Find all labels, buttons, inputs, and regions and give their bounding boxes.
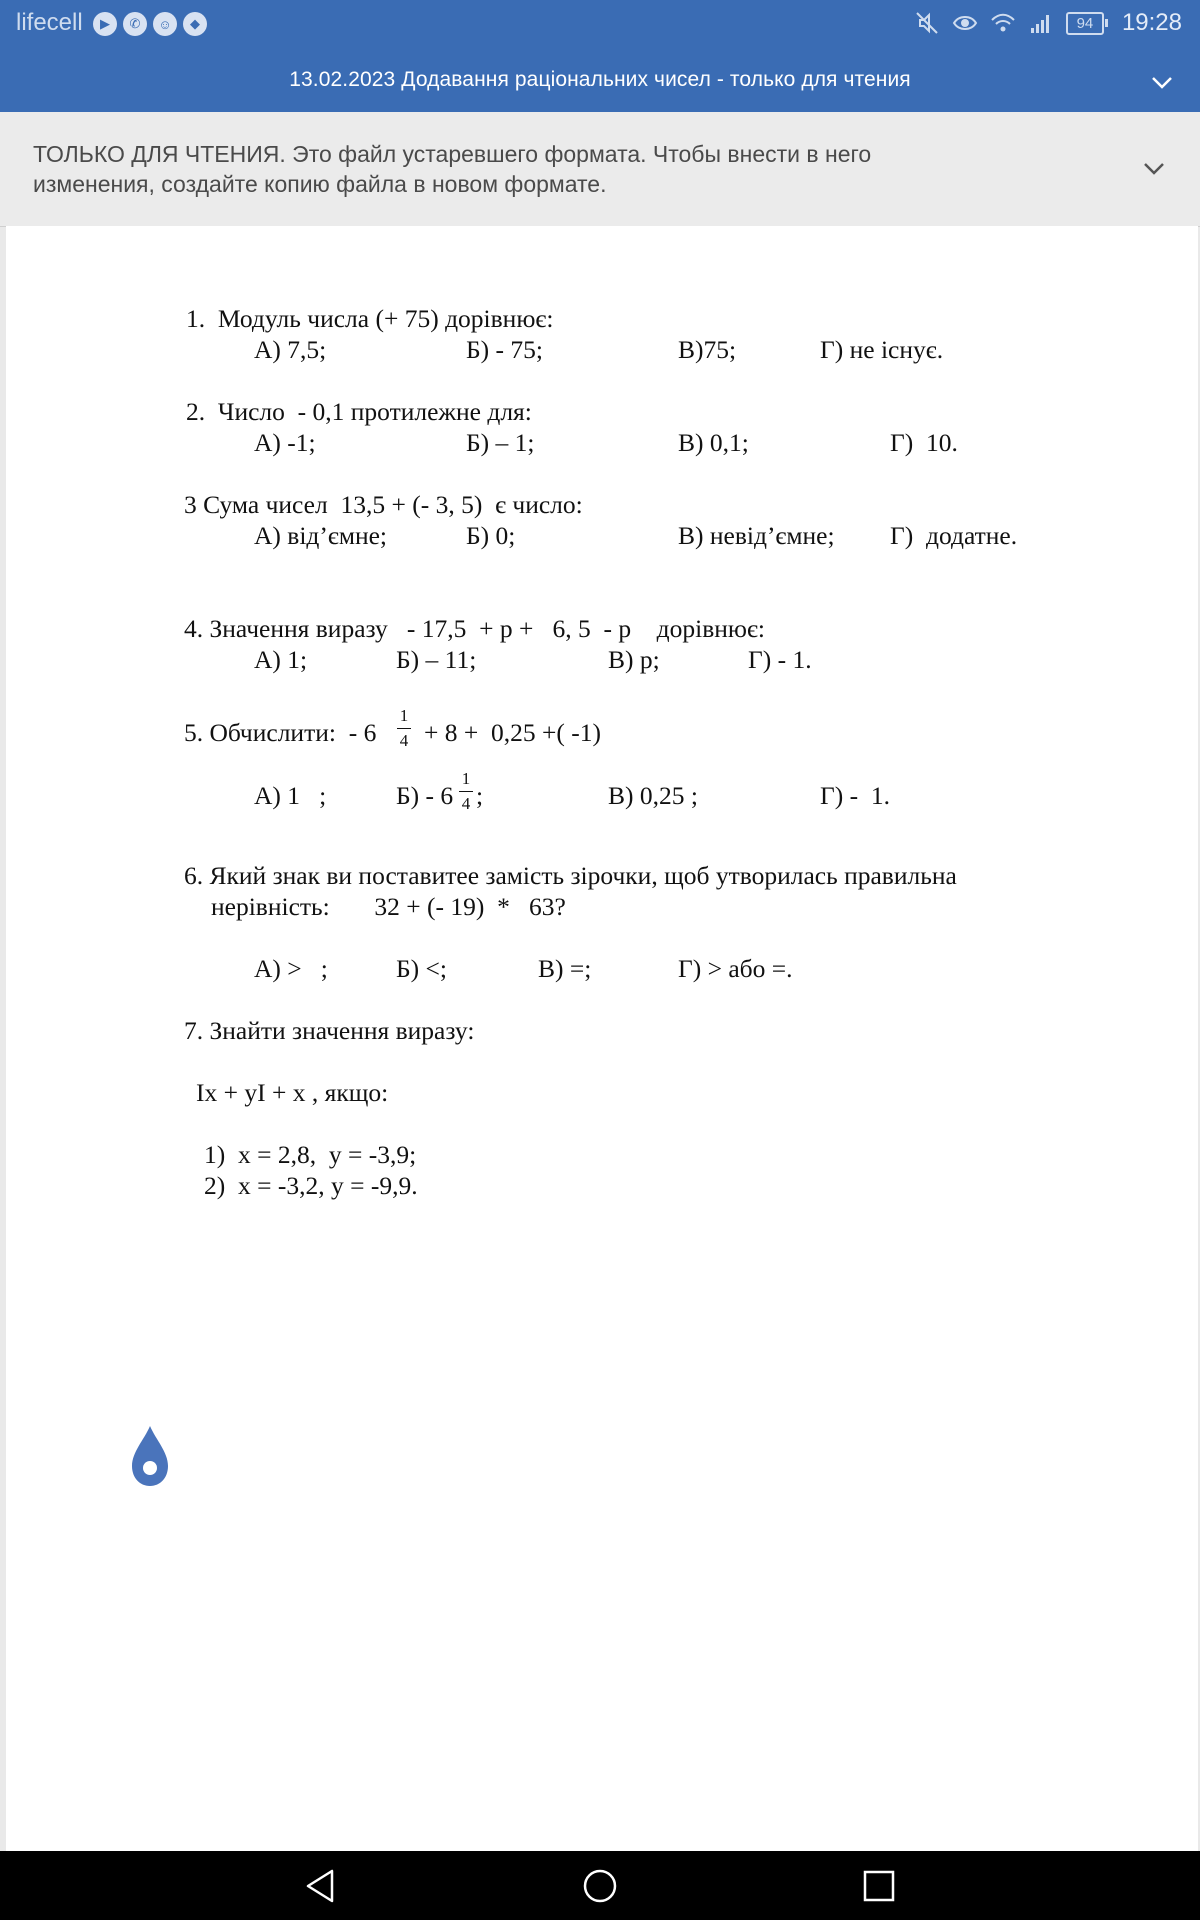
- q5-option-b-numerator: 1: [461, 769, 471, 788]
- signal-icon: [1028, 10, 1054, 36]
- eye-comfort-icon: [952, 10, 978, 36]
- read-only-message-line1: ТОЛЬКО ДЛЯ ЧТЕНИЯ. Это файл устаревшего формата. Чтобы внести в него: [33, 141, 872, 167]
- q2-option-b: Б) – 1;: [466, 428, 535, 457]
- read-only-message: [33, 139, 973, 199]
- system-icons: [914, 9, 1182, 37]
- wifi-icon: [990, 10, 1016, 36]
- q3-option-d: Г) додатне.: [890, 521, 1018, 550]
- q1-option-d: Г) не існує.: [820, 335, 944, 364]
- q4-option-b: Б) – 11;: [396, 645, 477, 674]
- notification-icons: [93, 12, 207, 36]
- question-6-line2: нерівність: 32 + (- 19) * 63?: [211, 892, 566, 921]
- q1-option-b: Б) - 75;: [466, 335, 543, 364]
- q6-option-b: Б) <;: [396, 954, 447, 983]
- carrier-label: lifecell: [16, 9, 83, 36]
- play-games-icon: ◆: [183, 12, 207, 36]
- question-1: 1. Модуль числа (+ 75) дорівнює:: [186, 304, 554, 333]
- discord-icon: ☺: [153, 12, 177, 36]
- question-7: 7. Знайти значення виразу:: [184, 1016, 475, 1045]
- viber-icon: ✆: [123, 12, 147, 36]
- q3-option-b: Б) 0;: [466, 521, 516, 550]
- expand-chevron-icon[interactable]: [1140, 154, 1168, 182]
- question-5-prefix: 5. Обчислити: - 6: [184, 718, 377, 747]
- battery-indicator: 94: [1066, 12, 1104, 35]
- question-6-line1: 6. Який знак ви поставитее замість зірочки, щоб утворилась правильна: [184, 861, 957, 890]
- mute-icon: [914, 10, 940, 36]
- document-title: 13.02.2023 Додавання раціональних чисел - только для чтения: [289, 68, 911, 91]
- document-content: [6, 226, 1198, 1851]
- q4-option-d: Г) - 1.: [748, 645, 812, 674]
- q4-option-c: В) р;: [608, 645, 660, 674]
- q1-option-a: А) 7,5;: [254, 335, 327, 364]
- q5-option-a: А) 1 ;: [254, 781, 327, 810]
- q2-option-a: А) -1;: [254, 428, 316, 457]
- question-2: 2. Число - 0,1 протилежне для:: [186, 397, 532, 426]
- question-3: 3 Сума чисел 13,5 + (- 3, 5) є число:: [184, 490, 583, 519]
- read-only-banner[interactable]: [0, 112, 1200, 227]
- title-bar: [0, 50, 1200, 112]
- question-5-suffix: + 8 + 0,25 +( -1): [424, 718, 601, 747]
- q5-fraction-denominator: 4: [399, 731, 409, 750]
- q6-option-c: В) =;: [538, 954, 592, 983]
- q5-fraction-numerator: 1: [399, 706, 409, 725]
- q5-fraction-bar: [397, 728, 411, 729]
- q3-option-a: А) від’ємне;: [254, 521, 388, 550]
- q7-expression: Іх + уІ + х , якщо:: [196, 1078, 389, 1107]
- q5-option-b-prefix: Б) - 6: [396, 781, 454, 810]
- navigation-bar: [0, 1851, 1200, 1920]
- q1-option-c: В)75;: [678, 335, 737, 364]
- q5-option-b-suffix: ;: [476, 781, 484, 810]
- q7-case-1: 1) х = 2,8, у = -3,9;: [204, 1140, 417, 1169]
- back-icon[interactable]: [302, 1867, 340, 1905]
- q6-option-a: А) > ;: [254, 954, 328, 983]
- q2-option-d: Г) 10.: [890, 428, 958, 457]
- status-bar: [0, 0, 1200, 50]
- read-only-message-line2: изменения, создайте копию файла в новом формате.: [33, 171, 607, 197]
- q5-option-b-bar: [459, 791, 473, 792]
- q4-option-a: А) 1;: [254, 645, 308, 674]
- q5-option-c: В) 0,25 ;: [608, 781, 698, 810]
- drop-icon[interactable]: [124, 1424, 176, 1488]
- q2-option-c: В) 0,1;: [678, 428, 749, 457]
- q5-option-b-denominator: 4: [461, 794, 471, 813]
- q6-option-d: Г) > або =.: [678, 954, 793, 983]
- q5-option-d: Г) - 1.: [820, 781, 890, 810]
- chevron-down-icon[interactable]: [1148, 68, 1176, 96]
- document-page[interactable]: [6, 226, 1198, 1851]
- game-icon: ▶: [93, 12, 117, 36]
- home-icon[interactable]: [581, 1867, 619, 1905]
- q3-option-c: В) невід’ємне;: [678, 521, 835, 550]
- q7-case-2: 2) х = -3,2, у = -9,9.: [204, 1171, 418, 1200]
- clock: 19:28: [1121, 9, 1182, 36]
- recents-icon[interactable]: [860, 1867, 898, 1905]
- question-4: 4. Значення виразу - 17,5 + р + 6, 5 - р дорівнює:: [184, 614, 765, 643]
